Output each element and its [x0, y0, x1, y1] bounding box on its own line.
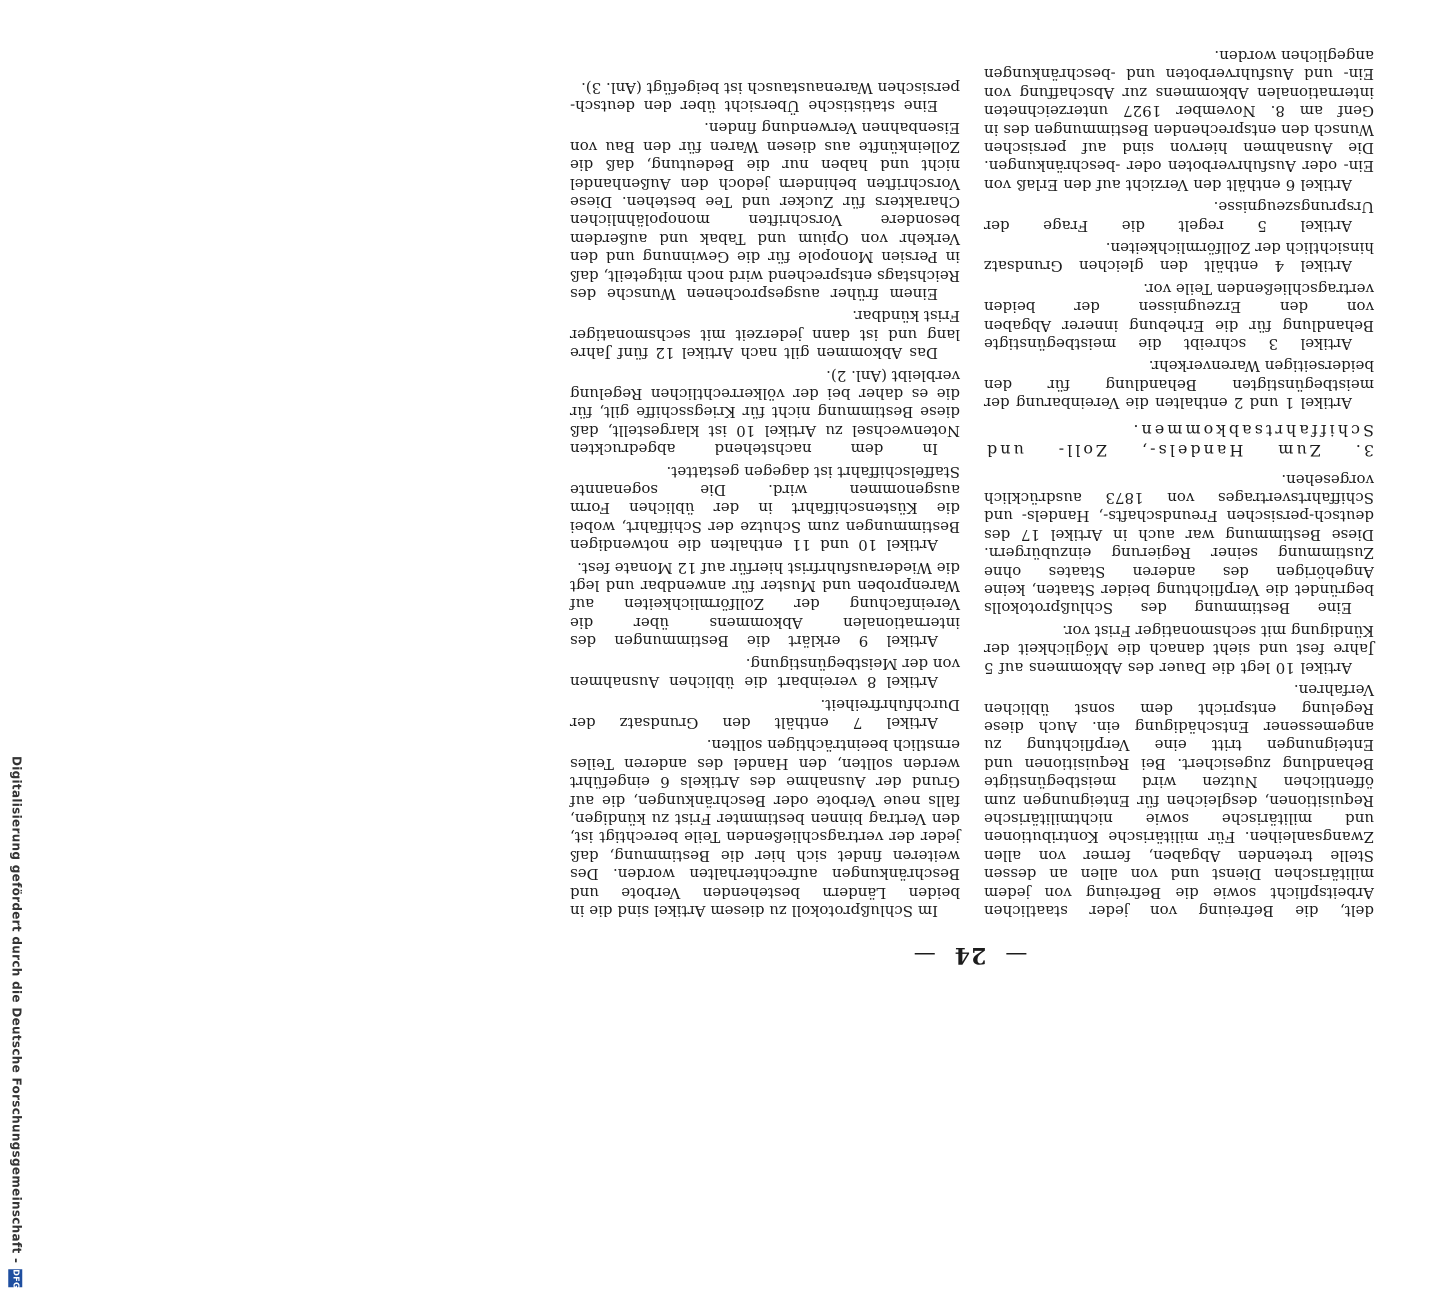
paragraph: Artikel 4 enthält den gleichen Grundsatz hinsichtlich der Zollförmlichkeiten. — [984, 239, 1374, 276]
paragraph: Artikel 6 enthält den Verzicht auf den Erlaß von Ein- oder Ausfuhrverboten oder -beschränkungen. Die Ausnahmen hiervon sind auf persischen Wunsch den entsprechenden Bestimmungen des in Genf am 8. November 1927 unterzeichneten internationalen Abkommens zur Abschaffung von Ein- und Ausfuhrverboten und -beschränkungen angeglichen worden. — [984, 46, 1374, 194]
paragraph: delt, die Befreiung von jeder staatlichen Arbeitspflicht sowie die Befreiung von jedem militärischen Dienst und von allen an dessen Stelle tretenden Abgaben, ferner von allen Zwangsanleihen. Für militärische Kontributionen und militärische sowie nichtmilitärische Requisitionen, desgleichen für Enteignungen zum öffentlichen Nutzen wird meistbegünstigte Behandlung zugesichert. Bei Requisitionen und Enteignungen tritt eine Verpflichtung zu angemessener Entschädigung ein. Auch diese Regelung entspricht dem sonst üblichen Verfahren. — [984, 681, 1374, 920]
page-rotated-content — [560, 46, 1380, 980]
dash-right: — — [912, 942, 936, 967]
paragraph: Eine Bestimmung des Schlußprotokolls begründet die Verpflichtung beider Staaten, keine Angehörigen des anderen Staates ohne Zustimmung seiner Regierung einzubürgern. Diese Bestimmung war auch in Artikel 17 des deutsch-persischen Freundschafts-, Handels- und Schiffahrtsvertrages von 1873 ausdrücklich vorgesehen. — [984, 470, 1374, 618]
page-number-line — [560, 942, 1380, 968]
paragraph: Das Abkommen gilt nach Artikel 12 fünf Jahre lang und ist dann jederzeit mit sechsmonatiger Frist kündbar. — [570, 307, 960, 363]
paragraph: Artikel 8 vereinbart die üblichen Ausnahmen von der Meistbegünstigung. — [570, 654, 960, 692]
paragraph: Im Schlußprotokoll zu diesem Artikel sind die in beiden Ländern bestehenden Verbote und Beschränkungen aufrechterhalten worden. Des weiteren findet sich hier die Bestimmung, daß jeder der vertragschließenden Teile berechtigt ist, den Vertrag binnen bestimmter Frist zu kündigen, falls neue Verbote oder Beschränkungen, die auf Grund der Ausnahme des Artikels 6 eingeführt werden sollten, den Handel des anderen Teiles ernstlich beeinträchtigen sollten. — [570, 736, 960, 920]
paragraph: Artikel 10 und 11 enthalten die notwendigen Bestimmungen zum Schutze der Schiffahrt, wobei die Küstenschiffahrt in der üblichen Form ausgenommen wird. Die sogenannte Staffelschiffahrt ist dagegen gestattet. — [570, 462, 960, 555]
paragraph: Eine statistische Übersicht über den deutsch-persischen Warenaustausch ist beigefügt (Anl. 3). — [570, 78, 960, 115]
paragraph: Artikel 7 enthält den Grundsatz der Durchfuhrfreiheit. — [570, 695, 960, 732]
paragraph: Artikel 9 erklärt die Bestimmungen des internationalen Abkommens über die Vereinfachung der Zollförmlichkeiten auf Warenproben und Muster für anwendbar und legt die Wiederausfuhrfrist hierfür auf 12 Monate fest. — [570, 558, 960, 651]
paragraph: Einem früher ausgesprochenen Wunsche des Reichstags entsprechend wird noch mitgeteilt, daß in Persien Monopole für die Gewinnung und den Verkehr von Opium und Tabak und außerdem besondere Vorschriften monopolähnlichen Charakters für Zucker und Tee bestehen. Diese Vorschriften behindern jedoch den Außenhandel nicht und haben nur die Bedeutung, daß die Zolleinkünfte aus diesen Waren für den Bau von Eisenbahnen Verwendung finden. — [570, 119, 960, 303]
left-column — [984, 46, 1374, 920]
page-number: 24 — [953, 942, 987, 968]
section-heading: 3. Zum Handels-, Zoll- und Schiffahrtsabkommen. — [984, 421, 1374, 461]
paragraph: In dem nachstehend abgedruckten Notenwechsel zu Artikel 10 ist klargestellt, daß diese Bestimmung nicht für Kriegsschiffe gilt, für die es daher bei der völkerrechtlichen Regelung verbleibt (Anl. 2). — [570, 366, 960, 459]
dfg-logo: DFG — [9, 1269, 23, 1287]
credit-text: Digitalisierung gefördert durch die Deutsche Forschungsgemeinschaft - — [9, 755, 24, 1264]
scanned-page — [560, 46, 1380, 980]
paragraph: Artikel 1 und 2 enthalten die Vereinbarung der meistbegünstigten Behandlung für den beiderseitigen Warenverkehr. — [984, 357, 1374, 413]
right-column — [570, 78, 960, 920]
paragraph: Artikel 5 regelt die Frage der Ursprungszeugnisse. — [984, 198, 1374, 235]
dash-left: — — [1004, 942, 1028, 967]
paragraph: Artikel 10 legt die Dauer des Abkommens auf 5 Jahre fest und sieht danach die Möglichkeit der Kündigung mit sechsmonatiger Frist vor. — [984, 621, 1374, 677]
paragraph: Artikel 3 schreibt die meistbegünstigte Behandlung für die Erhebung innerer Abgaben von den Erzeugnissen der beiden vertragschließenden Teile vor. — [984, 279, 1374, 354]
digitization-credit — [9, 307, 24, 1287]
